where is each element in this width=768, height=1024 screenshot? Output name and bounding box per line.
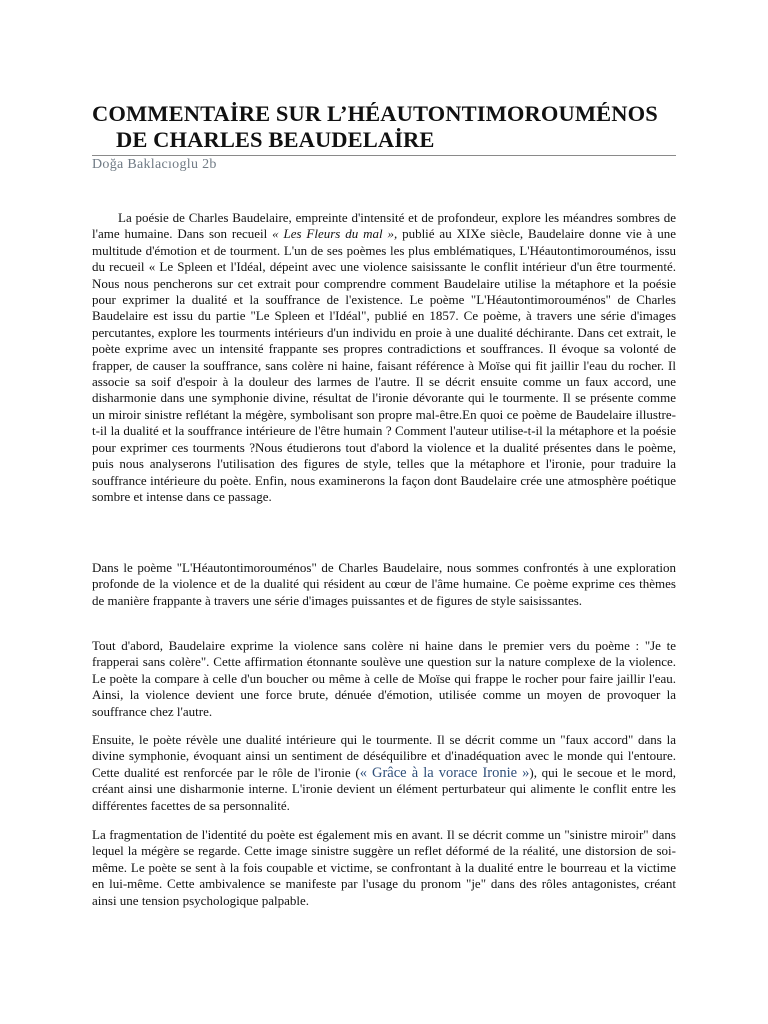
intro-text-a: La poésie de Charles Baudelaire, empreinte d'intensité et de profondeur, explore les méandres sombres de l'ame humaine. Dans son recueil	[92, 210, 676, 242]
intro-text-b: publié au XIXe siècle, Baudelaire donne vie à une multitude d'émotion et de tourment. L'un de ses poèmes les plus emblématiques, L'Héautontimorouménos, issu du recueil « Le Spleen et l'Idéal, dépeint avec une violence saisissante le conflit intérieur d'un être tourmenté. Nous nous pencherons sur cet extrait pour comprendre comment Baudelaire utilise la métaphore et la poésie pour exprimer la dualité et la souffrance de l'existence. Le poème "L'Héautontimorouménos" de Charles Baudelaire est issu du partie "Le Spleen et l'Idéal", publié en 1857. Ce poème, à travers une série d'images percutantes, explore les tourments intérieurs d'un individu en proie à une dualité déchirante. Dans cet extrait, le poète exprime avec un intensité frappante ses propres contradictions et souffrances. Il évoque sa volonté de frapper, de causer la souffrance, sans colère ni haine, faisant référence à Moïse qui fit jaillir l'eau du rocher. Il associe sa soif d'espoir à la douleur des larmes de l'autre. Il se décrit ensuite comme un faux accord, une disharmonie dans une symphonie divine, résultat de l'ironie dévorante qui le tourmente. Il se présente comme un miroir sinistre reflétant la mégère, symbolisant son propre mal-être.En quoi ce poème de Baudelaire illustre-t-il la dualité et la souffrance intérieure de l'être humain ? Comment l'auteur utilise-t-il la métaphore et la poésie pour exprimer ces tourments ?Nous étudierons tout d'abord la violence et la dualité présentes dans le poème, puis nous analyserons l'utilisation des figures de style, telles que la métaphore et l'ironie, pour traduire la souffrance intérieure du poète. Enfin, nous examinerons la façon dont Baudelaire crée une atmosphère poétique sombre et intense dans ce passage.	[92, 226, 676, 504]
p4-text-a: Ensuite, le poète révèle une dualité intérieure qui le tourmente. Il se décrit comme un "faux accord" dans la divine symphonie, évoquant ainsi un sentiment de déséquilibre et d'inadéquation avec le monde qui l'entoure. Cette dualité est renforcée par le rôle de l'ironie (	[92, 732, 676, 780]
title-line-2: DE CHARLES BEAUDELAİRE	[116, 127, 435, 152]
book-title: « Les Fleurs du mal »,	[272, 226, 398, 242]
author-line: Doğa Baklacıoglu 2b	[92, 157, 217, 172]
p4-text-b: ), qui le secoue et le mord, créant ainsi une disharmonie interne. L'ironie devient un élément perturbateur qui alimente le conflit entre les différentes facettes de sa personnalité.	[92, 764, 676, 813]
title-divider	[92, 155, 676, 156]
title-line-1: COMMENTAİRE SUR L’HÉAUTONTIMOROUMÉNOS	[92, 101, 658, 126]
paragraph-5: La fragmentation de l'identité du poète est également mis en avant. Il se décrit comme un "sinistre miroir" dans lequel la mégère se regarde. Cette image sinistre suggère un reflet déformé de la réalité, une distorsion de soi-même. Le poète se sent à la fois coupable et victime, se confrontant à la dualité entre le bourreau et la victime en lui-même. Cette ambivalence se manifeste par l'usage du pronom "je" dans des rôles antagonistes, créant ainsi une tension psychologique palpable.	[92, 827, 676, 908]
paragraph-3: Tout d'abord, Baudelaire exprime la violence sans colère ni haine dans le premier vers du poème : "Je te frapperai sans colère". Cette affirmation étonnante soulève une question sur la nature complexe de la violence. Le poète la compare à celle d'un boucher ou même à celle de Moïse qui frappe le rocher pour faire jaillir l'eau. Ainsi, la violence devient une force brute, dénuée d'émotion, utilisée comme un moyen de provoquer la souffrance chez l'autre.	[92, 638, 676, 719]
paragraph-2: Dans le poème "L'Héautontimorouménos" de Charles Baudelaire, nous sommes confrontés à une exploration profonde de la violence et de la dualité qui résident au cœur de l'âme humaine. Ce poème exprime ces thèmes de manière frappante à travers une série d'images puissantes et de figures de style saisissantes.	[92, 560, 676, 608]
ironie-quote: « Grâce à la vorace Ironie »	[359, 764, 530, 781]
paragraph-4	[92, 732, 676, 814]
paragraph-intro	[92, 210, 676, 505]
page-title	[92, 101, 692, 153]
